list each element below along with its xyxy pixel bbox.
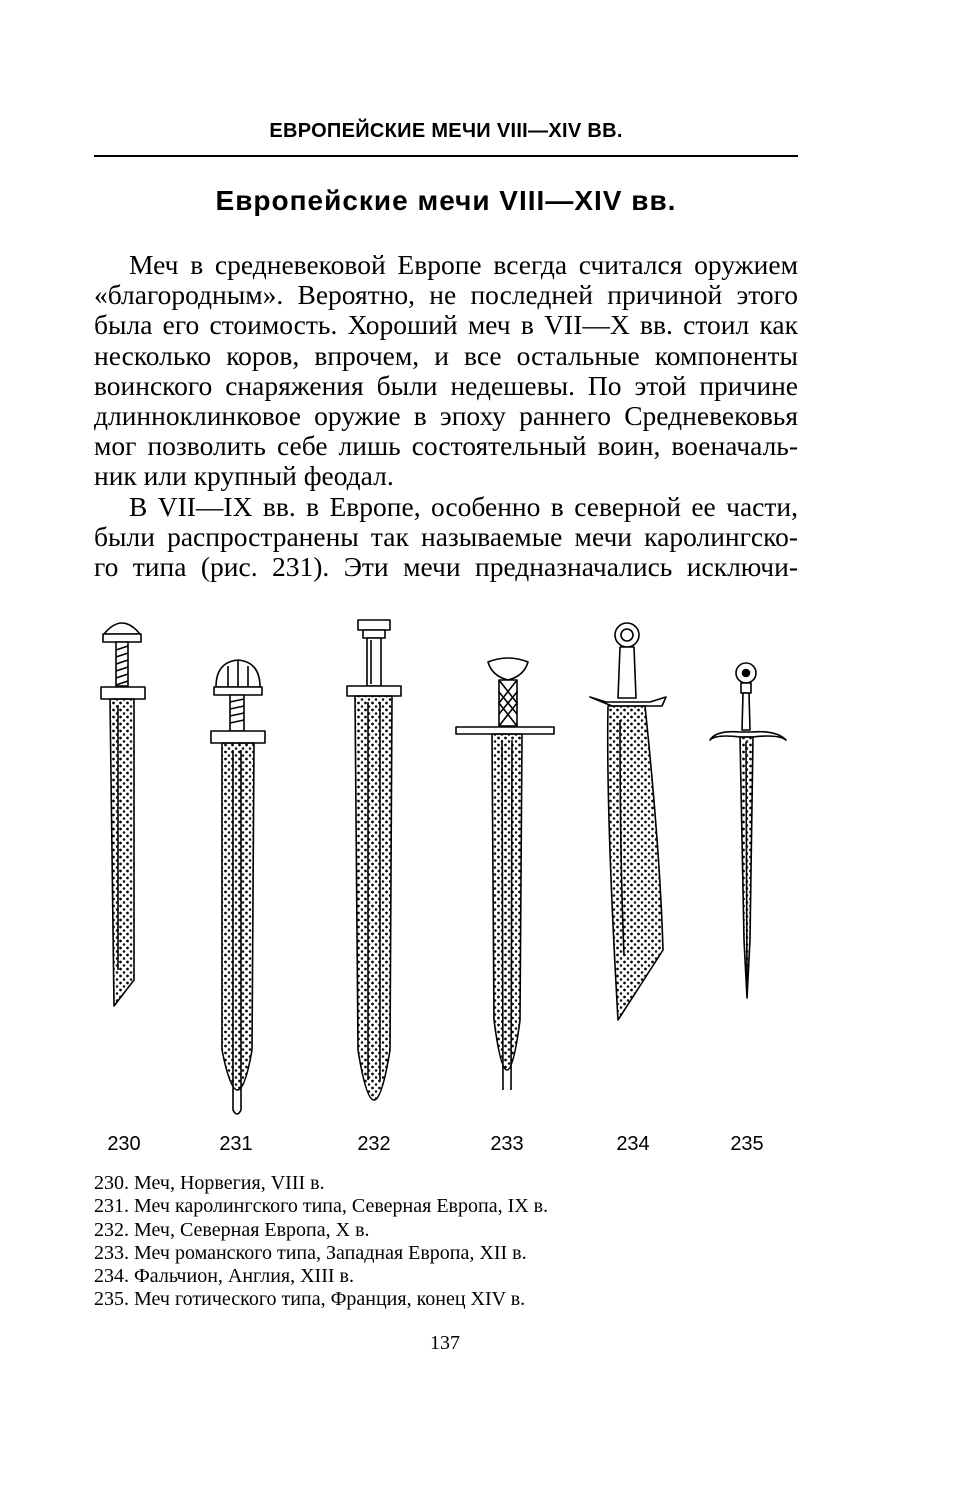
figure-number-235: 235 [730, 1133, 764, 1155]
body-line: го типа (рис. 231). Эти мечи предназначались исключи- [94, 551, 798, 583]
swords-illustration [0, 610, 962, 1170]
caption-233: 233. Меч романского типа, Западная Европа, XII в. [94, 1241, 527, 1264]
body-line: ник или крупный феодал. [94, 460, 394, 492]
running-header: ЕВРОПЕЙСКИЕ МЕЧИ VIII—XIV ВВ. [269, 120, 623, 142]
page-number: 137 [430, 1332, 460, 1354]
caption-235: 235. Меч готического типа, Франция, конец XIV в. [94, 1288, 526, 1311]
body-line: В VII—IX вв. в Европе, особенно в северной ее части, [129, 490, 798, 522]
carolingian-sword-icon [211, 660, 265, 1114]
gothic-sword-icon [710, 663, 786, 998]
body-line: мог позволить себе лишь состоятельный воин, военачаль- [94, 430, 798, 462]
body-line: длинноклинковое оружие в эпоху раннего Средневековья [94, 400, 798, 432]
section-title: Европейские мечи VIII—XIV вв. [215, 185, 677, 216]
falchion-icon [590, 623, 666, 1020]
figure-captions [94, 1172, 548, 1312]
northern-sword-icon [347, 620, 401, 1100]
figure-number-232: 232 [357, 1133, 391, 1155]
body-line: воинского снаряжения были недешевы. По этой причине [94, 369, 798, 401]
figure-number-233: 233 [490, 1133, 524, 1155]
caption-230: 230. Меч, Норвегия, VIII в. [94, 1172, 325, 1194]
caption-231: 231. Меч каролингского типа, Северная Европа, IX в. [94, 1195, 549, 1218]
body-line: Меч в средневековой Европе всегда считался оружием [129, 249, 798, 280]
body-line: были распространены так называемые мечи каролингско- [94, 520, 798, 552]
header-rule [94, 155, 798, 157]
viking-sword-icon [101, 623, 145, 1006]
body-line: была его стоимость. Хороший меч в VII—X вв. стоил как [94, 309, 798, 341]
caption-232: 232. Меч, Северная Европа, X в. [94, 1218, 370, 1241]
caption-234: 234. Фальчион, Англия, XIII в. [94, 1265, 354, 1288]
body-text [94, 250, 798, 582]
figure-number-231: 231 [219, 1133, 253, 1155]
figure-number-234: 234 [616, 1133, 650, 1155]
body-line: несколько коров, впрочем, и все остальные компоненты [94, 339, 798, 371]
romanesque-sword-icon [456, 658, 554, 1090]
figure-number-230: 230 [107, 1133, 141, 1155]
body-line: «благородным». Вероятно, не последней причиной этого [94, 279, 798, 311]
